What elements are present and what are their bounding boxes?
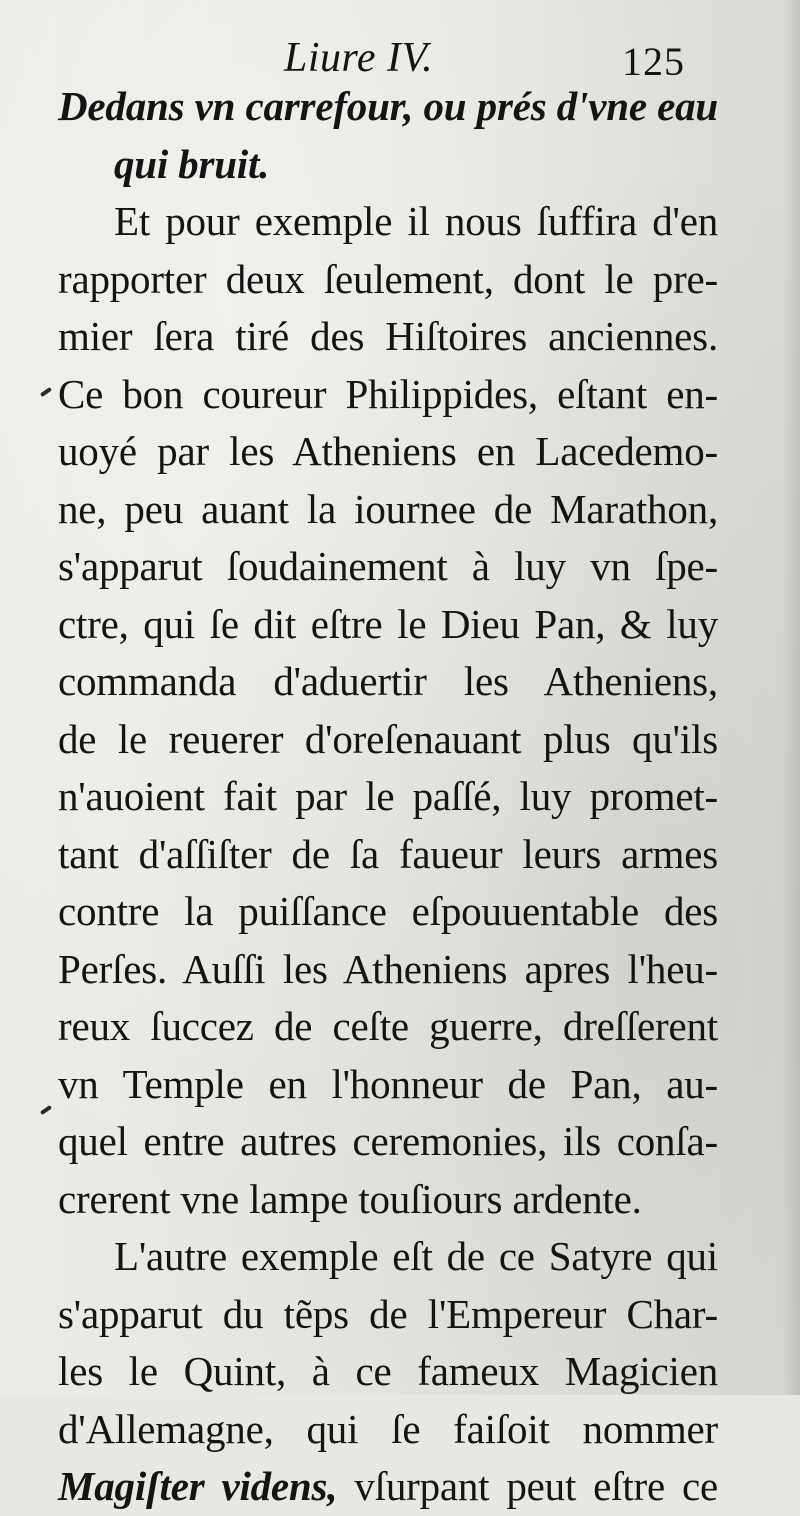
paragraph-line: rapporter deux ſeulement, dont le pre- — [58, 255, 718, 302]
paragraph-line: de le reuerer d'oreſenauant plus qu'ils — [58, 715, 718, 762]
paragraph-line: ctre, qui ſe dit eſtre le Dieu Pan, & luy — [58, 600, 718, 647]
margin-mark — [40, 387, 52, 397]
running-head: Liure IV. — [284, 35, 434, 81]
paragraph-line: tant d'aſſiſter de ſa faueur leurs armes — [58, 830, 718, 877]
page-number: 125 — [622, 39, 685, 84]
paragraph-line: s'apparut ſoudainement à luy vn ſpe- — [58, 543, 718, 589]
paragraph-line: les le Quint, à ce fameux Magicien — [58, 1348, 718, 1394]
paragraph-line: Perſes. Auſſi les Atheniens apres l'heu- — [58, 945, 718, 992]
verse-line: qui bruit. — [114, 140, 270, 187]
paragraph-line: Ce bon coureur Philippides, eſtant en- — [58, 370, 718, 417]
paragraph-line: quel entre autres ceremonies, ils conſa- — [58, 1118, 718, 1164]
paragraph-line: uoyé par les Atheniens en Lacedemo- — [58, 428, 718, 474]
margin-mark — [40, 1105, 52, 1115]
paragraph-line: crerent vne lampe touſiours ardente. — [58, 1175, 642, 1222]
paragraph-line: reux ſuccez de ceſte guerre, dreſſerent — [58, 1003, 718, 1049]
roman-phrase: vſurpant peut eſtre ce — [337, 1463, 718, 1509]
body-text — [58, 78, 718, 1516]
paragraph-line: Et pour exemple il nous ſuffira d'en — [114, 198, 718, 244]
page-shadow-edge — [782, 0, 800, 1395]
paragraph-line: ne, peu auant la iournee de Marathon, — [58, 485, 718, 532]
paragraph-line: d'Allemagne, qui ſe faiſoit nommer — [58, 1405, 718, 1452]
paragraph-line: L'autre exemple eſt de ce Satyre qui — [114, 1233, 718, 1279]
paragraph-line: commanda d'aduertir les Atheniens, — [58, 658, 718, 704]
paragraph-line: s'apparut du tẽps de l'Empereur Char- — [58, 1290, 718, 1337]
paragraph-line: mier ſera tiré des Hiſtoires anciennes. — [58, 313, 718, 359]
verse-line: Dedans vn carrefour, ou prés d'vne eau — [58, 83, 718, 129]
italic-phrase: Magiſter videns, — [58, 1463, 338, 1509]
paragraph-line — [58, 1458, 718, 1516]
paragraph-line: n'auoient fait par le paſſé, luy promet- — [58, 773, 718, 819]
paragraph-line: contre la puiſſance eſpouuentable des — [58, 888, 718, 934]
paragraph-line: vn Temple en l'honneur de Pan, au- — [58, 1060, 718, 1107]
